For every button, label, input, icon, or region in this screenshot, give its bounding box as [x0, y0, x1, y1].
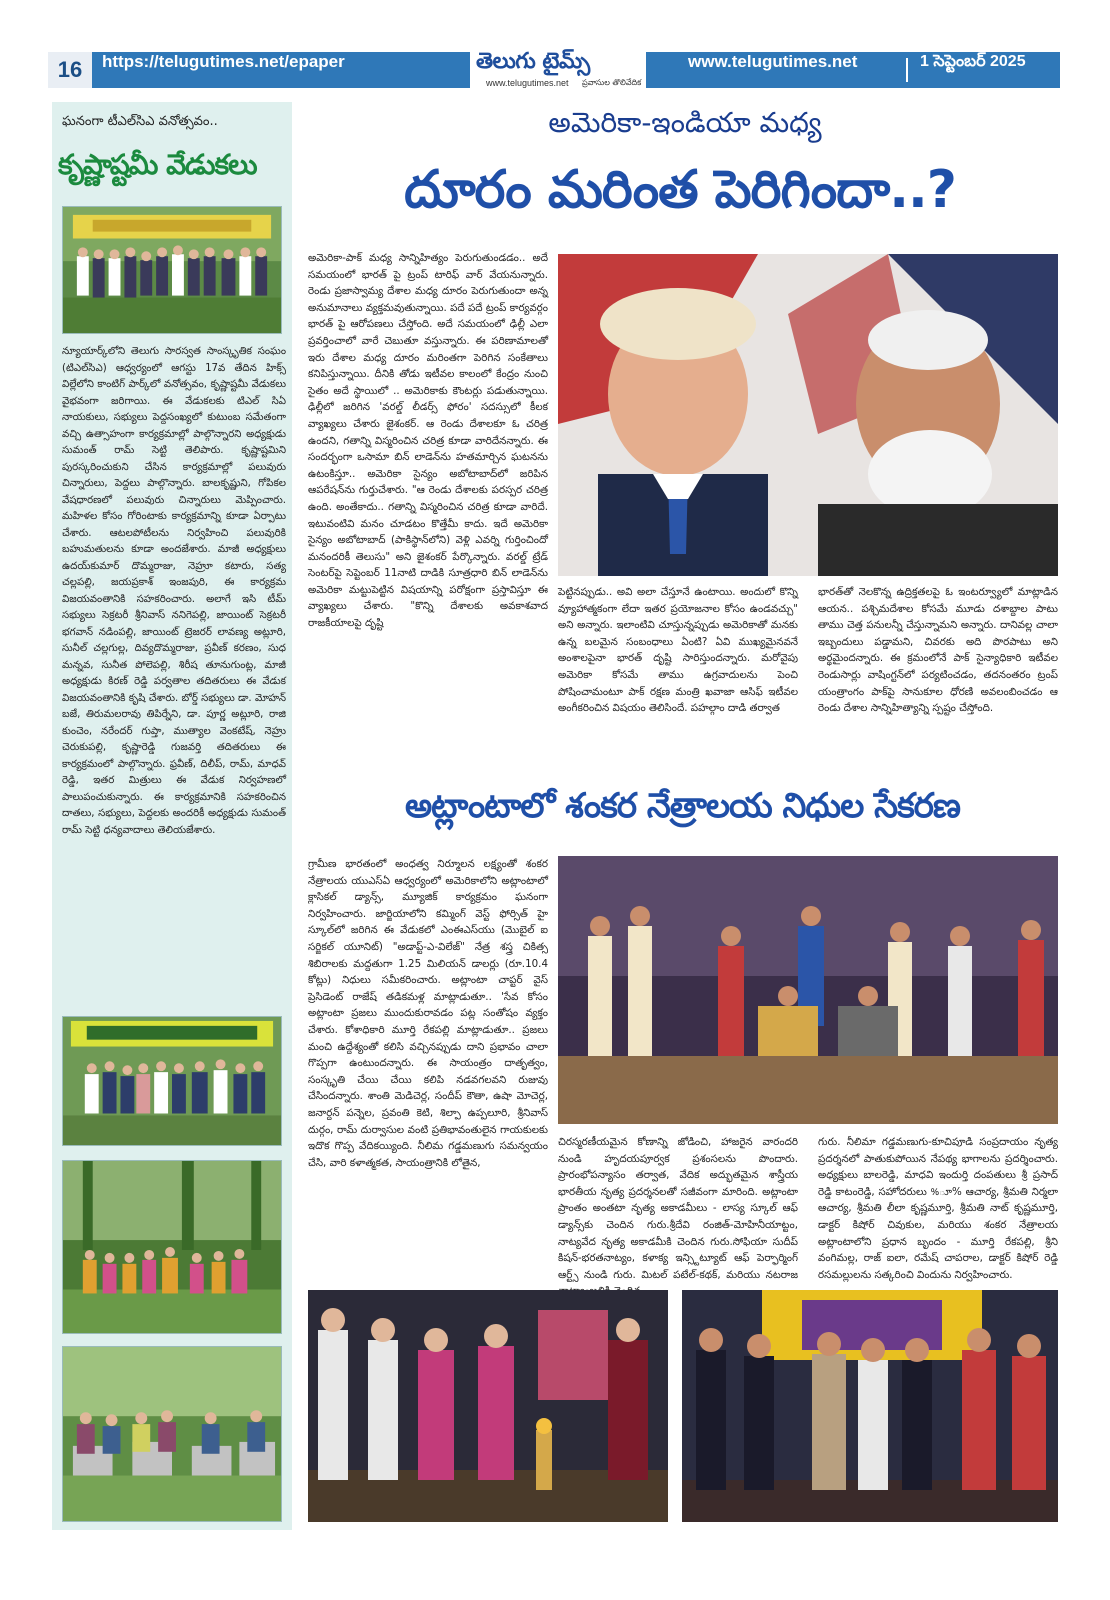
story1-column-2: పెట్టినప్పుడు.. అవి అలా చేస్తూనే ఉంటాయి. అందులో కొన్ని వ్యూహాత్మకంగా లేదా ఇతర ప్రయోజనాల కోసం ఉండవచ్చు" అని అన్నారు. ఇలాంటివి చూస్తున్నప్పుడు అమెరికాతో మనకు ఉన్న బలమైన సంబంధాలు ఏంటి? ఏవి ముఖ్యమైనవనే అంశాలపైనా భారత్ దృష్టి సారిస్తుందన్నారు. మరోవైపు అమెరికా కోసమే తాము ఉగ్రవాదులను పెంచి పోషించామంటూ పాక్ రక్షణ మంత్రి ఖవాజా ఆసిఫ్ ఇటీవల అంగీకరించిన విషయం తెలిసిందే. పహల్గాం దాడి తర్వాత — [558, 586, 798, 715]
logo-domain: www.telugutimes.net — [486, 78, 569, 88]
story2-column-2: చిరస్మరణీయమైన కోణాన్ని జోడించి, హాజరైన వారందరి నుండి హృదయపూర్వక ప్రశంసలను పొందారు. ప్రారంభోపన్యాసం తర్వాత, వేదిక అద్భుతమైన శాస్త్రీయ భారతీయ నృత్య ప్రదర్శనలతో సజీవంగా మారింది. అట్లాంటా ప్రాంతం అంతటా నృత్య అకాడమీలు - లాస్య స్కూల్ ఆఫ్ డ్యాన్స్‌కు చెందిన గురు.శ్రీదేవి రంజిత్-మోహినీయాట్టం, నాట్యవేద నృత్య అకాడమీకి చెందిన గురు.సోఫియా సుదీప్ కిషన్-భరతనాట్యం, కళాక్య ఇన్స్టిట్యూట్ ఆఫ్ పెర్ఫార్మింగ్ ఆర్ట్స్ నుండి గురు. మిటల్ పటేల్-కథక్, మరియు నటరాజ — [558, 1136, 798, 1281]
logo-tagline: ప్రవాసుల తొలివేదిక — [582, 78, 642, 87]
left-article-body: న్యూయార్క్‌లోని తెలుగు సారస్వత సాంస్కృతిక సంఘం (టిఎల్‌సిఎ) ఆధ్వర్యంలో ఆగస్టు 17వ తేదిన హిక్స్ విల్లేలోని కాంటిగ్ పార్క్‌లో వనోత్సవం, కృష్ణాష్టమీ వేడుకలు వైభవంగా జరిగాయి. ఈ వేడుకలకు టిఎల్ సిఏ నాయకులు, సభ్యులు పెద్దసంఖ్యలో కుటుంబ సమేతంగా వచ్చి ఉత్సాహంగా కార్యక్రమాల్లో పాల్గొన్నారని అధ్యక్షుడు సుమంత్ రామ్ సెట్టి తెలిపారు. కృష్ణాష్టమిని పురస్కరించుకుని చేసిన కార్యక్రమాల్లో పలువురు చిన్నారులు, పెద్దలు పాల్గొన్నారు. బాలకృష్ణుని, గోపికల వేషధారణలో పలువురు చిన్నారులు మెప్పించారు. మహిళల కోసం గోరింటాకు కార్యక్రమాన్ని కూడా ఏర్పాటు చేశారు. ఆటలపోటీలను నిర్వహించి పలువురికి బహుమతులను కూడా అందజేశారు. మాజీ అధ్యక్షులు ఉదయ్‌కుమార్ దొమ్మరాజు, నెహ్రూ కటారు, సత్య చల్లపల్లి, జయప్రకాశ్ ఇంజపురి, ఈ కార్యక్రమ విజయవంతానికి సహకరించారు. అలాగే ఇసి టీమ్ సభ్యులు సెక్రటరీ శ్రీనివాస్ ననిగెపల్లి, జాయింట్ సెక్రటరీ భగవాన్ నడింపల్లి, జాయింట్ ట్రెజరర్ లావణ్య అట్లూరి, సునీల్ చల్లగుల్ల, దివ్యదొమ్మరాజు, ప్రవీణ్ కరణం, సుధ మన్నవ, సునీత పోలెపల్లి, శిరీష తూనుగుంట్ల, మాజీ అధ్యక్షుడు కిరణ్ రెడ్డి పర్వతాల తదితరులు ఈ వేడుక విజయవంతానికి కృషి చేశారు. బోర్డ్ సభ్యులు డా. మోహన్ బజే, తిరుమలరావు తిపిర్నేని, డా. పూర్ణ అట్లూరి, రాజి కుంచెం, నరేందర్ గుప్తా, ముత్యాల వెంకటేష్, నెహ్రు చెరుకుపల్లి, కృష్ణారెడ్డి గుజవర్తి తదితరులు ఈ కార్యక్రమంలో పాల్గొన్నారు. ఫ్రవీణ్, దిలీప్, రామ్, మాధవ్ రెడ్డి, ఇతర మిత్రులు ఈ వేడుక నిర్వహణలో పాలుపంచుకున్నారు. ఈ కార్యక్రమానికి సహకరించిన దాతలు, సభ్యులు, పెద్దలకు అందరికీ అధ్యక్షుడు సుమంత్ రామ్ సెట్టి ధన్యవాదాలు తెలియజేశారు. — [62, 346, 286, 836]
left-headline: కృష్ణాష్టమీ వేడుకలు — [58, 148, 257, 181]
story1-kicker: అమెరికా-ఇండియా మధ్య — [548, 106, 822, 139]
photo-lamp-lighting — [308, 1290, 668, 1522]
issue-date: 1 సెప్టెంబర్ 2025 — [920, 53, 1026, 70]
header-divider — [906, 58, 908, 82]
story1-headline: దూరం మరింత పెరిగిందా..? — [404, 160, 956, 220]
photo-leaders-portrait — [558, 254, 1058, 576]
logo — [470, 46, 646, 94]
logo-wordmark: తెలుగు టైమ్స్ — [476, 48, 590, 74]
story2-column-1: గ్రామీణ భారతంలో అంధత్వ నిర్మూలన లక్ష్యంతో శంకర నేత్రాలయ యుఎస్‌ఏ ఆధ్వర్యంలో అమెరికాలోని అట్లాంటాలో క్లాసికల్ డ్యాన్స్, మ్యూజిక్ కార్యక్రమం ఘనంగా నిర్వహించారు. జార్జియాలోని కమ్మింగ్ వెస్ట్ ఫోర్సిత్ హై స్కూల్‌లో జరిగిన ఈ వేడుకలో ఎంఈఎస్‌యు (మొబైల్ ఐ సర్జికల్ యూనిట్) "అడాప్ట్-ఎ-విలేజ్" నేత్ర శస్త్ర చికిత్స శిబిరాలకు మద్దతుగా 1.25 మిలియన్ డాలర్లు (రూ.10.4 కోట్లు) నిధులు సమీకరించారు. అట్లాంటా చాప్టర్ వైస్ ప్రెసిడెంట్ రాజేష్ తడికమళ్ల మాట్లాడుతూ.. 'సేవ కోసం అట్లాంటా ప్రజలు ముందుకురావడం పట్ల సంతోషం వ్యక్తం చేశారు. కోశాధికారి మూర్తి రేకపల్లి మాట్లాడుతూ.. ప్రజలు మంచి ఉద్దేశ్యంతో కలిసి వచ్చినప్పుడు దాని ప్రభావం చాలా గొప్పగా ఉంటుందన్నారు. ఈ సాయంత్రం దాతృత్వం, సంస్కృతి చేయి చేయి కలిపి నడవగలవని రుజువు చేసిందన్నారు. శాంతి మెడిచెర్ల, సందీప్ కౌతా, ఉషా మోచెర్ల, జనార్దన్ పన్నెల, ప్రవంతి కెటి, శిల్పా ఉప్పలూరి, శ్రీనివాస్ దుర్గం, రామ్ దుర్వాసుల వంటి ప్రతిభావంతులైన గాయకులకు ఇదొక గొప్ప వేదికయ్యింది. నీలిమ గడ్డమణుగు సమన్వయం చేసి, వారి కళాత్మకత, సాయంత్రానికి లోతైన, — [308, 858, 548, 1169]
photo-children-costumes — [62, 1160, 282, 1334]
photo-stage-speaker — [682, 1290, 1058, 1522]
photo-banner-group — [62, 1016, 282, 1146]
story2-headline: అట్లాంటాలో శంకర నేత్రాలయ నిధుల సేకరణ — [404, 786, 961, 826]
site-url[interactable]: www.telugutimes.net — [688, 52, 858, 71]
photo-park-group — [62, 206, 282, 334]
epaper-url[interactable]: https://telugutimes.net/epaper — [102, 52, 345, 71]
left-kicker: ఘనంగా టీఎల్‌సిఎ వనోత్సవం.. — [62, 114, 218, 129]
page-number: 16 — [48, 52, 92, 88]
story1-column-1: అమెరికా-పాక్ మధ్య సాన్నిహిత్యం పెరుగుతుండడం.. అదే సమయంలో భారత్ పై ట్రంప్ టారిఫ్ వార్ వేయనున్నారు. రెండు ప్రజాస్వామ్య దేశాల మధ్య దూరం పెరుగుతుందా అన్న అనుమానాలు వ్యక్తమవుతున్నాయి. పదే పదే ట్రంప్ కార్యవర్గం భారత్ పై ఆరోపణలు చేస్తోంది. అదే సమయంలో ఢిల్లీ ఎలా ప్రవర్తించాలో వారే చెబుతూ వస్తున్నారు. ఈ పరిణామాలతో ఇరు దేశాల మధ్య దూరం మరింతగా పెరిగిన సంకేతాలు కనిపిస్తున్నాయి. దీనికి తోడు ఇటీవల కాలంలో కేంద్రం నుంచి సైతం అదే స్థాయిలో .. అమెరికాకు కౌంటర్లు పడుతున్నాయి. ఢిల్లీలో జరిగిన 'వరల్డ్ లీడర్స్ ఫోరం' సదస్సులో కీలక వ్యాఖ్యలు చేశారు జైశంకర్. ఆ రెండు దేశాలకూ ఓ చరిత్ర ఉందని, గతాన్ని విస్మరించిన చరిత్ర కూడా వారిదేనన్నారు. ఈ సందర్భంగా ఒసామా బిన్ లాడెన్‌ను హతమార్చిన ఘటనను ఉటంకిస్తూ.. అమెరికా సైన్యం అబోటాబాద్‌లో జరిపిన ఆపరేషన్‌ను గుర్తుచేశారు. "ఆ రెండు దేశాలకు పరస్పర చరిత్ర ఉంది. అంతేకాదు.. గతాన్ని విస్మరించిన చరిత్ర కూడా వారిదే. ఇటువంటివి మనం చూడటం కొత్తేమీ కాదు. ఇదే అమెరికా సైన్యం అబోటాబాద్ (పాకిస్థాన్‌లోని) వెళ్లి ఎవర్ని గుర్తించిందో మనందరికీ తెలుసు" అని జైశంకర్ పేర్కొన్నారు. వరల్డ్ ట్రేడ్ సెంటర్‌పై సెప్టెంబర్ 11నాటి దాడికి సూత్రధారి బిన్ లాడెన్‌ను అమెరికా మట్టుపెట్టిన విషయాన్ని పరోక్షంగా ప్రస్తావిస్తూ ఈ వ్యాఖ్యలు చేశారు. "కొన్ని దేశాలకు అవకాశవాద రాజకీయాలపై దృష్టి — [308, 252, 548, 630]
photo-stage-honoring — [558, 856, 1058, 1124]
story1-column-3: భారత్‌తో నెలకొన్న ఉద్రిక్తతలపై ఓ ఇంటర్వ్యూలో మాట్లాడిన ఆయన.. పశ్చిమదేశాల కోసమే మూడు దశాబ్దాల పాటు తాము చెత్త పనులన్నీ చేస్తున్నామని అన్నారు. దానివల్ల చాలా ఇబ్బందులు పడ్డామని, చివరకు అది పొరపాటు అని అర్థమైందన్నారు. ఈ క్రమంలోనే పాక్ సైన్యాధికారి ఇటీవల రెండుసార్లు వాషింగ్టన్‌లో పర్యటించడం, తదనంతరం ట్రంప్ యంత్రాంగం పాక్‌పై సానుకూల ధోరణి అవలంబించడం ఆ రెండు దేశాల సాన్నిహిత్యాన్ని స్పష్టం చేస్తోంది. — [818, 586, 1058, 715]
story2-column-3: గురు. నీలిమా గడ్డమణుగు-కూచిపూడి సంప్రదాయం నృత్య ప్రదర్శనలో పాతుకుపోయిన నేపథ్య భాగాలను ప్రదర్శించారు. అధ్యక్షులు బాలరెడ్డి, మాధవి ఇందుర్తి దంపతులు శ్రీ ప్రసాద్ రెడ్డి కాటంరెడ్డి, సహోదరులు %ూ% ఆచార్య, శ్రీమతి నిర్మలా ఆచార్య, శ్రీమతి లీలా కృష్ణమూర్తి, శ్రీమతి నాట్ కృష్ణమూర్తి, డాక్టర్ కిషోర్ చివుకుల, మరియు శంకర నేత్రాలయ అట్లాంటాలోని ప్రధాన బృందం - మూర్తి రేకపల్లి, శ్రీని వంగిమల్ల, రాజ్ ఐలా, రమేష్ చాపరాల, డాక్టర్ కిషోర్ రెడ్డి రసమల్లులను సత్కరించి విందును నిర్వహించారు. — [818, 1136, 1058, 1281]
photo-seated-gathering — [62, 1346, 282, 1522]
